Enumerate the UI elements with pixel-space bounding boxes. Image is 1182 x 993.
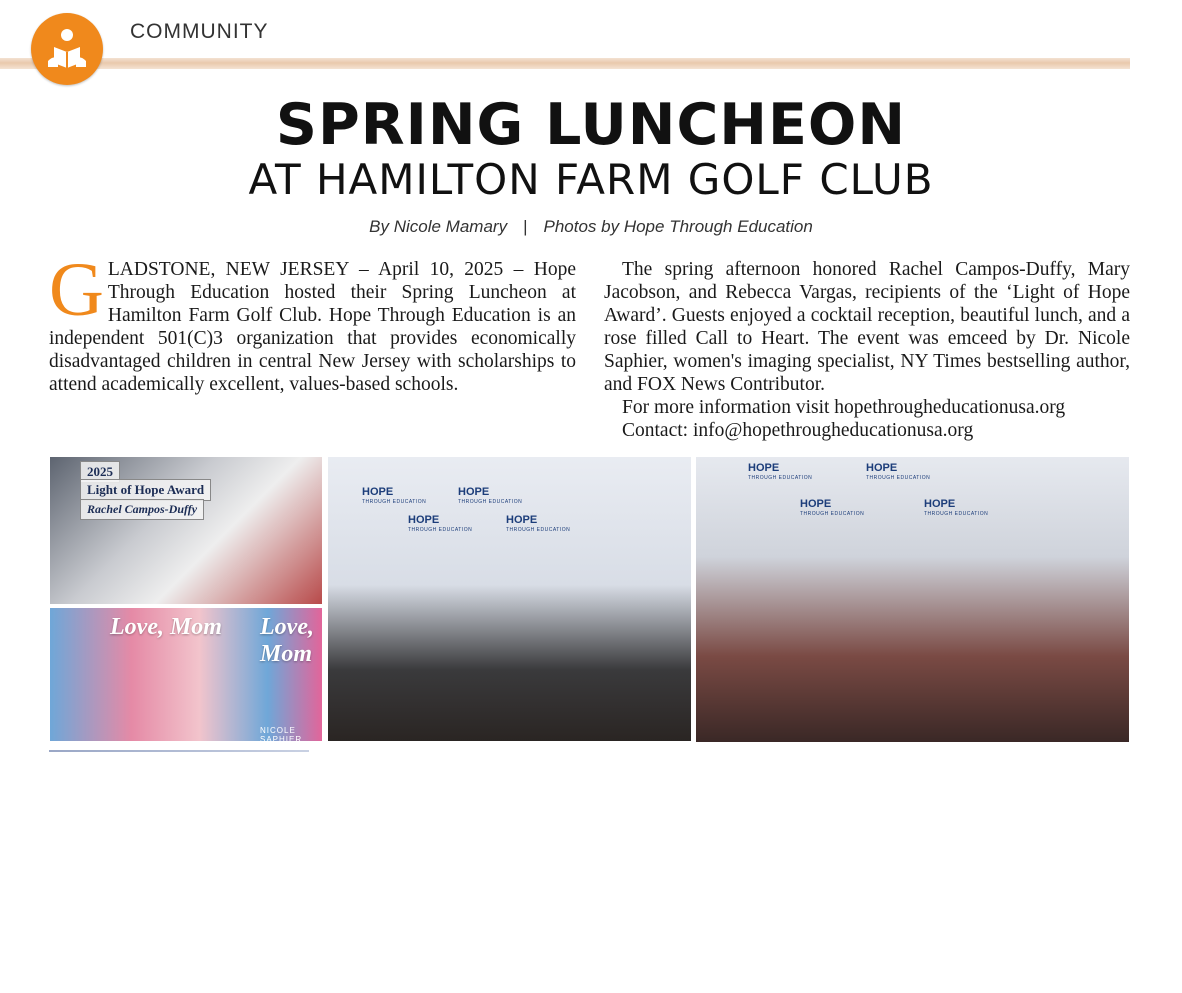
photo-group-honorees bbox=[696, 457, 1129, 742]
paragraph-1-text: LADSTONE, NEW JERSEY – April 10, 2025 – Hope Through Education hosted their Spring Luncheon at Hamilton Farm Golf Club. Hope Through Education is an independent 501(C)3 organization that provides economically disadvantaged children in central New Jersey with scholarships to attend academically excellent, values-based schools. bbox=[49, 259, 576, 395]
bottom-rule bbox=[49, 750, 309, 752]
article-paragraph-2: The spring afternoon honored Rachel Campos-Duffy, Mary Jacobson, and Rebecca Vargas, recipients of the ‘Light of Hope Award’. Guests enjoyed a cocktail reception, beautiful lunch, and a rose filled Call to Heart. The event was emceed by Dr. Nicole Saphier, women's imaging specialist, NY Times bestselling author, and FOX News Contributor. bbox=[604, 259, 1130, 395]
book-author: NICOLE SAPHIER bbox=[260, 726, 303, 741]
section-badge bbox=[31, 13, 103, 85]
drop-cap: G bbox=[49, 248, 104, 332]
hope-logo: HOPE THROUGH EDUCATION bbox=[866, 462, 931, 481]
hope-logo: HOPE THROUGH EDUCATION bbox=[506, 514, 571, 533]
byline-author: By Nicole Mamary bbox=[369, 217, 508, 236]
book-title-right: Love, Mom bbox=[260, 614, 314, 667]
header-rule bbox=[0, 58, 1130, 69]
award-person-sign: Rachel Campos-Duffy bbox=[80, 499, 204, 520]
byline bbox=[0, 217, 1182, 237]
hope-logo: HOPE THROUGH EDUCATION bbox=[458, 486, 523, 505]
photo-award-podium bbox=[50, 457, 322, 604]
byline-photos: Photos by Hope Through Education bbox=[543, 217, 813, 236]
article-column-right bbox=[604, 258, 1130, 442]
award-name-sign: Light of Hope Award bbox=[80, 479, 211, 501]
hope-logo: HOPE THROUGH EDUCATION bbox=[362, 486, 427, 505]
article-subtitle: AT HAMILTON FARM GOLF CLUB bbox=[248, 155, 934, 204]
award-year-sign: 2025 bbox=[80, 461, 120, 483]
reading-person-icon bbox=[44, 27, 90, 71]
photo-group-students bbox=[328, 457, 691, 741]
page-header bbox=[0, 0, 1182, 90]
more-info-line: For more information visit hopethrougheducationusa.org bbox=[622, 397, 1066, 418]
section-label: COMMUNITY bbox=[130, 20, 269, 43]
book-title-left: Love, Mom bbox=[110, 614, 222, 640]
hope-logo: HOPE THROUGH EDUCATION bbox=[924, 498, 989, 517]
article-paragraph-1 bbox=[49, 248, 576, 396]
byline-separator: | bbox=[523, 217, 528, 236]
photo-book-display bbox=[50, 608, 322, 741]
hope-logo: HOPE THROUGH EDUCATION bbox=[408, 514, 473, 533]
hope-logo: HOPE THROUGH EDUCATION bbox=[800, 498, 865, 517]
article-column-left bbox=[49, 248, 576, 396]
contact-line: Contact: info@hopethrougheducationusa.org bbox=[622, 420, 974, 441]
article-title: SPRING LUNCHEON bbox=[275, 92, 907, 158]
hope-logo: HOPE THROUGH EDUCATION bbox=[748, 462, 813, 481]
